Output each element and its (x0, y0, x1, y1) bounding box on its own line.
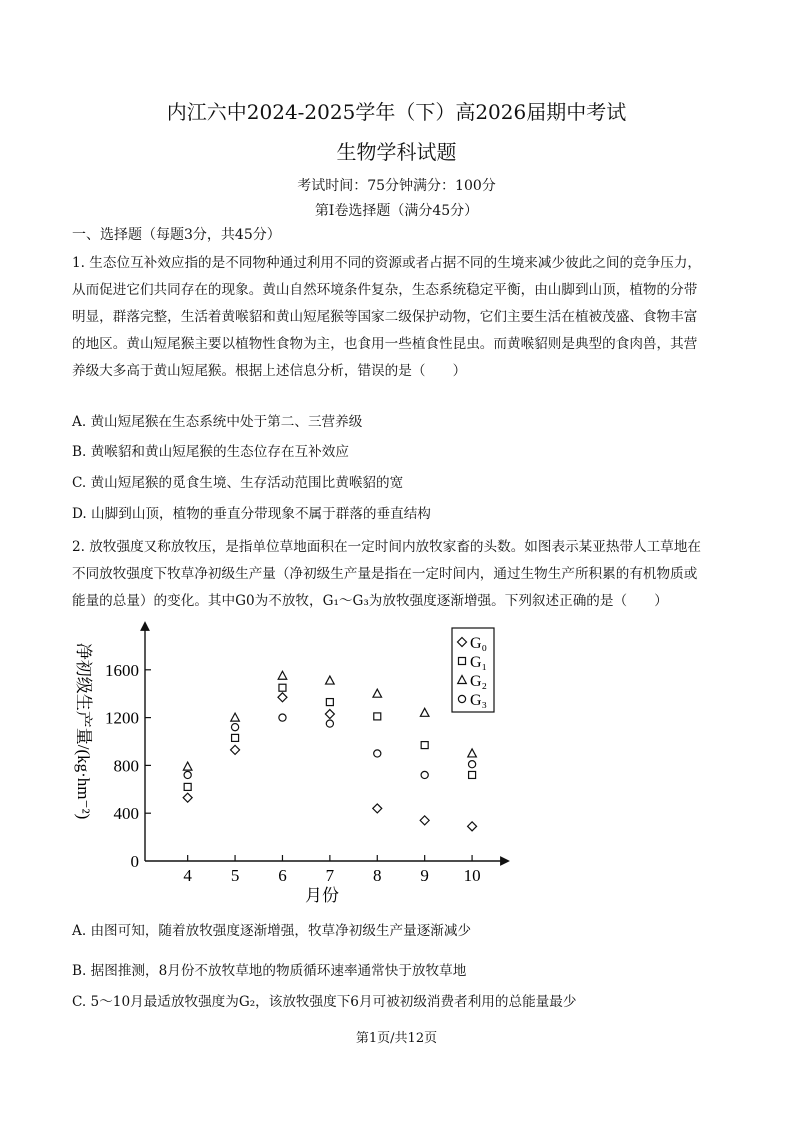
legend-label: G₃ (470, 692, 488, 709)
question-2-option-a: A. 由图可知，随着放牧强度逐渐增强，牧草净初级生产量逐渐减少 (72, 923, 472, 939)
legend-label: G₂ (470, 673, 488, 690)
question-2-line: 不同放牧强度下牧草净初级生产量（净初级生产量是指在一定时间内，通过生物生产所积累的有机物质或 (72, 566, 698, 582)
y-tick-label: 1200 (105, 708, 139, 728)
data-point (278, 693, 287, 702)
page-footer: 第1页/共12页 (355, 1031, 438, 1046)
legend-label: G₁ (470, 654, 488, 671)
data-point (468, 761, 475, 768)
data-point (232, 734, 239, 741)
data-point (326, 699, 333, 706)
data-point (183, 762, 192, 770)
question-1-line: 1. 生态位互补效应指的是不同物种通过利用不同的资源或者占据不同的生境来减少彼此之间的竞争压力， (72, 255, 702, 271)
data-point (421, 742, 428, 749)
data-point (231, 724, 238, 731)
data-point (231, 745, 240, 754)
question-2-option-b: B. 据图推测，8月份不放牧草地的物质循环速率通常快于放牧草地 (72, 963, 467, 979)
data-point (469, 771, 476, 778)
question-1-line: 养级大多高于黄山短尾猴。根据上述信息分析，错误的是（ ） (72, 363, 467, 379)
data-point (231, 713, 240, 721)
chart-legend (452, 628, 494, 712)
exam-info: 考试时间：75分钟满分：100分 (297, 178, 496, 194)
page-subtitle: 生物学科试题 (336, 140, 457, 164)
data-point (326, 720, 333, 727)
data-point (278, 671, 287, 679)
data-point (373, 804, 382, 813)
data-point (373, 689, 382, 697)
x-tick-label: 10 (463, 866, 481, 885)
data-point (420, 816, 429, 825)
data-point (468, 822, 477, 831)
y-tick-label: 400 (113, 804, 139, 824)
y-tick-label: 1600 (105, 660, 139, 680)
x-tick-label: 9 (420, 866, 429, 885)
data-point (374, 713, 381, 720)
x-tick-label: 8 (373, 866, 382, 885)
question-1-stem (72, 250, 701, 385)
legend-label: G₀ (470, 635, 488, 652)
question-1-option-a: A. 黄山短尾猴在生态系统中处于第二、三营养级 (72, 414, 363, 430)
data-point (183, 793, 192, 802)
question-1-option-b: B. 黄喉貂和黄山短尾猴的生态位存在互补效应 (72, 444, 349, 460)
question-2-line: 能量的总量）的变化。其中G0为不放牧，G₁～G₃为放牧强度逐渐增强。下列叙述正确的是（ ） (72, 593, 668, 609)
part-heading: 一、选择题（每题3分，共45分） (72, 227, 281, 243)
data-point (421, 771, 428, 778)
scatter-chart (60, 618, 530, 910)
data-point (374, 750, 381, 757)
question-1-option-d: D. 山脚到山顶，植物的垂直分带现象不属于群落的垂直结构 (72, 506, 431, 522)
question-1-line: 从而促进它们共同存在的现象。黄山自然环境条件复杂，生态系统稳定平衡，由山脚到山顶，植物的分带 (72, 282, 698, 298)
question-1-option-c: C. 黄山短尾猴的觅食生境、生存活动范围比黄喉貂的宽 (72, 475, 404, 491)
data-point (279, 714, 286, 721)
data-point (420, 708, 429, 716)
question-2-option-c: C. 5～10月最适放牧强度为G₂，该放牧强度下6月可被初级消费者利用的总能量最少 (72, 994, 577, 1010)
x-tick-label: 4 (183, 866, 192, 885)
data-point (184, 783, 191, 790)
y-tick-label: 0 (130, 852, 139, 871)
data-point (326, 676, 335, 684)
y-axis-label: 净初级生产量/(kg·hm⁻²) (74, 642, 93, 820)
section-title: 第I卷选择题（满分45分） (314, 203, 479, 219)
x-axis-label: 月份 (305, 886, 339, 905)
x-tick-label: 6 (278, 866, 287, 885)
x-tick-label: 7 (325, 866, 335, 885)
page-title: 内江六中2024-2025学年（下）高2026届期中考试 (166, 100, 627, 124)
x-tick-label: 5 (230, 866, 240, 885)
question-2-line: 2. 放牧强度又称放牧压，是指单位草地面积在一定时间内放牧家畜的头数。如图表示某亚热带人工草地在 (72, 539, 702, 555)
question-1-line: 明显，群落完整，生活着黄喉貂和黄山短尾猴等国家二级保护动物，它们主要生活在植被茂盛、食物丰富 (72, 309, 698, 325)
data-point (184, 771, 191, 778)
data-point (279, 684, 286, 691)
data-point (325, 710, 334, 719)
data-point (468, 749, 477, 757)
question-1-line: 的地区。黄山短尾猴主要以植物性食物为主，也食用一些植食性昆虫。而黄喉貂则是典型的食肉兽，其营 (72, 336, 698, 352)
y-tick-label: 800 (113, 756, 139, 776)
question-2-stem (72, 534, 701, 615)
